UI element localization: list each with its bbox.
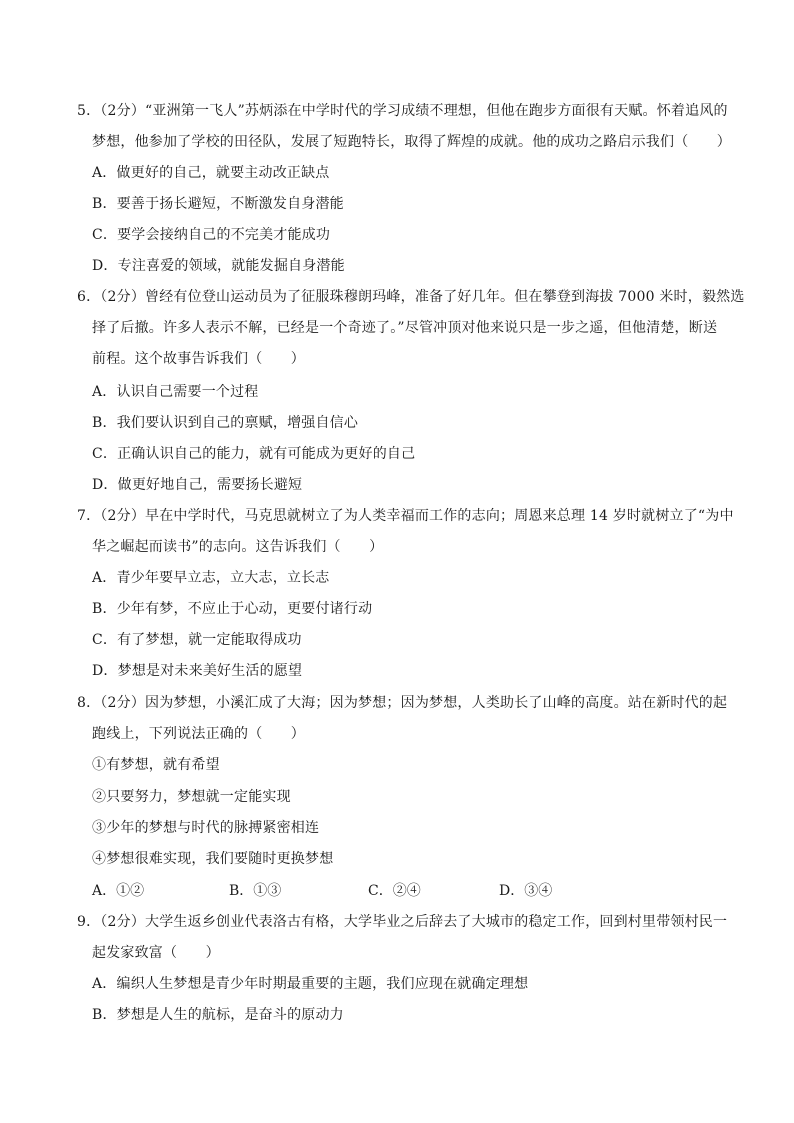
question-5-option-a: A．做更好的自己，就要主动改正缺点: [92, 165, 330, 181]
question-8-choice-b: B．①③: [229, 883, 282, 899]
question-8-statement-2: ②只要努力，梦想就一定能实现: [92, 789, 291, 805]
question-5-option-c: C．要学会接纳自己的不完美才能成功: [92, 227, 331, 243]
question-6-line-1: 6．（2分）曾经有位登山运动员为了征服珠穆朗玛峰，准备了好几年。但在攀登到海拔 7000 米时，毅然选: [77, 289, 745, 305]
question-5-option-b: B．要善于扬长避短，不断激发自身潜能: [92, 196, 344, 212]
question-5-option-d: D．专注喜爱的领域，就能发掘自身潜能: [92, 258, 345, 274]
question-9-option-b: B．梦想是人生的航标，是奋斗的原动力: [92, 1007, 344, 1023]
question-6-option-a: A．认识自己需要一个过程: [92, 384, 259, 400]
question-7-line-2: 华之崛起而读书”的志向。这告诉我们（ ）: [92, 539, 384, 555]
question-8-line-2: 跑线上，下列说法正确的（ ）: [92, 726, 305, 742]
question-9-option-a: A．编织人生梦想是青少年时期最重要的主题，我们应现在就确定理想: [92, 976, 529, 992]
question-6-line-3: 前程。这个故事告诉我们（ ）: [92, 351, 305, 367]
question-5-line-2: 梦想，他参加了学校的田径队，发展了短跑特长，取得了辉煌的成就。他的成功之路启示我们（ ）: [92, 134, 731, 150]
question-6-option-c: C．正确认识自己的能力，就有可能成为更好的自己: [92, 446, 416, 462]
question-9-line-2: 起发家致富（ ）: [92, 945, 220, 961]
question-8-choice-a: A．①②: [92, 883, 145, 899]
question-7-option-a: A．青少年要早立志，立大志，立长志: [92, 570, 330, 586]
question-8-statement-1: ①有梦想，就有希望: [92, 757, 220, 773]
question-7-option-c: C．有了梦想，就一定能取得成功: [92, 632, 302, 648]
question-7-line-1: 7．（2分）早在中学时代，马克思就树立了为人类幸福而工作的志向；周恩来总理 14 岁时就树立了“为中: [77, 508, 734, 524]
question-8-choice-c: C．②④: [368, 883, 421, 899]
question-8-line-1: 8．（2分）因为梦想，小溪汇成了大海；因为梦想；因为梦想，人类助长了山峰的高度。站在新时代的起: [77, 695, 728, 711]
question-7-option-b: B．少年有梦，不应止于心动，更要付诸行动: [92, 601, 373, 617]
question-8-choice-d: D．③④: [499, 883, 553, 899]
question-9-line-1: 9．（2分）大学生返乡创业代表洛古有格，大学毕业之后辞去了大城市的稳定工作，回到村里带领村民一: [77, 914, 728, 930]
question-5-line-1: 5．（2分）“亚洲第一飞人”苏炳添在中学时代的学习成绩不理想，但他在跑步方面很有天赋。怀着追风的: [77, 103, 728, 119]
question-8-statement-4: ④梦想很难实现，我们要随时更换梦想: [92, 851, 334, 867]
question-6-line-2: 择了后撤。许多人表示不解，已经是一个奇迹了。”尽管冲顶对他来说只是一步之遥，但他清楚，断送: [92, 320, 718, 336]
question-8-statement-3: ③少年的梦想与时代的脉搏紧密相连: [92, 820, 320, 836]
question-6-option-b: B．我们要认识到自己的禀赋，增强自信心: [92, 415, 359, 431]
question-6-option-d: D．做更好地自己，需要扬长避短: [92, 477, 303, 493]
question-7-option-d: D．梦想是对未来美好生活的愿望: [92, 663, 303, 679]
